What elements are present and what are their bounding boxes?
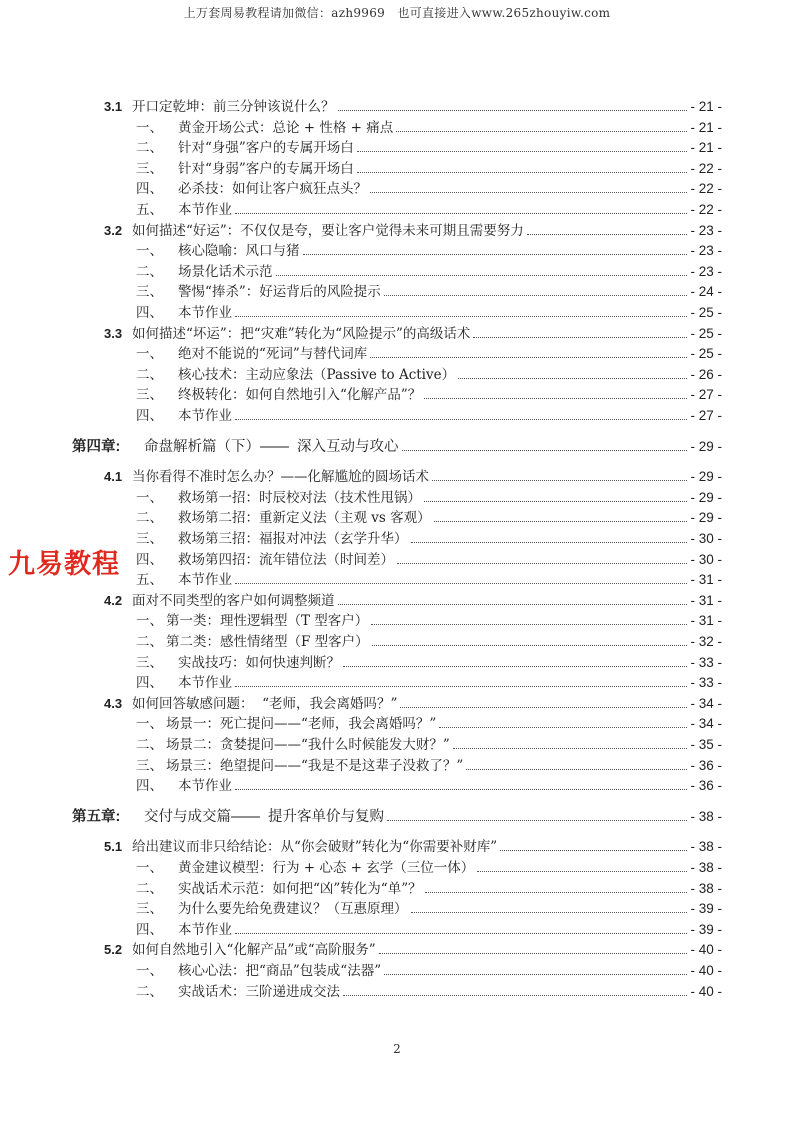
toc-entry[interactable] <box>136 177 722 197</box>
toc-entry-page: - 40 - <box>690 963 722 978</box>
toc-entry-number: 二、 <box>136 737 163 753</box>
dot-leader <box>343 995 687 996</box>
toc-entry-title: 本节作业 <box>178 921 232 938</box>
dot-leader <box>425 892 688 893</box>
toc-entry-page: - 36 - <box>690 757 722 773</box>
dot-leader <box>424 398 687 399</box>
toc-entry-title: 本节作业 <box>178 572 232 589</box>
toc-entry[interactable] <box>104 835 722 855</box>
toc-entry-title: 终极转化：如何自然地引入“化解产品”？ <box>178 387 422 404</box>
toc-entry-title: 黄金建议模型：行为 + 心态 + 玄学（三位一体） <box>178 860 475 876</box>
toc-entry-page: - 31 - <box>690 592 722 608</box>
toc-entry-title: 救场第三招：福报对冲法（玄学升华） <box>178 531 408 547</box>
dot-leader <box>370 192 687 193</box>
toc-entry-title: 救场第二招：重新定义法（主观 vs 客观） <box>178 510 431 527</box>
toc-entry[interactable] <box>136 260 722 280</box>
dot-leader <box>434 521 688 522</box>
toc-entry-number: 第五章: <box>72 808 121 825</box>
dot-leader <box>466 769 687 770</box>
toc-entry-number: 一、 <box>136 489 163 506</box>
watermark-logo: 九易教程 <box>8 549 120 580</box>
toc-entry[interactable] <box>136 671 722 691</box>
toc-entry-title: 场景三：绝望提问——“我是不是这辈子没救了？” <box>166 757 464 774</box>
toc-entry-page: - 31 - <box>690 613 722 629</box>
toc-entry-title: 本节作业 <box>178 778 232 795</box>
toc-entry-title: 交付与成交篇—— 提升客单价与复购 <box>144 808 385 825</box>
toc-entry-number: 3.1 <box>104 99 123 114</box>
dot-leader <box>500 850 687 851</box>
toc-entry[interactable] <box>136 301 722 321</box>
toc-entry-title: 必杀技：如何让客户疯狂点头？ <box>178 181 367 198</box>
toc-entry[interactable] <box>136 280 722 300</box>
toc-entry-number: 5.2 <box>104 942 123 958</box>
toc-entry-page: - 29 - <box>690 510 722 526</box>
toc-entry-title: 如何描述“坏运”：把“灾难”转化为“风险提示”的高级话术 <box>132 325 471 342</box>
toc-entry-number: 三、 <box>136 387 163 404</box>
toc-entry-page: - 35 - <box>690 737 722 752</box>
toc-entry-title: 为什么要先给免费建议？（互惠原理） <box>178 901 408 918</box>
toc-entry-number: 五、 <box>136 572 163 589</box>
toc-entry-number: 4.1 <box>104 469 123 485</box>
toc-entry-number: 三、 <box>136 160 163 177</box>
toc-entry-title: 命盘解析篇（下）—— 深入互动与攻心 <box>144 438 399 455</box>
toc-entry-page: - 32 - <box>690 634 722 649</box>
dot-leader <box>235 316 687 317</box>
toc-entry-title: 第二类：感性情绪型（F 型客户） <box>166 634 369 650</box>
toc-entry-number: 二、 <box>136 983 163 1000</box>
dot-leader <box>402 450 688 451</box>
toc-entry-page: - 38 - <box>690 880 722 896</box>
toc-entry[interactable] <box>136 198 722 218</box>
dot-leader <box>424 501 687 502</box>
toc-entry-page: - 38 - <box>690 839 722 855</box>
toc-entry-page: - 25 - <box>690 346 722 362</box>
toc-entry-page: - 29 - <box>690 438 722 454</box>
toc-entry-page: - 34 - <box>690 716 722 732</box>
dot-leader <box>371 624 687 625</box>
toc-entry-page: - 36 - <box>690 778 722 794</box>
toc-entry-page: - 21 - <box>690 99 722 114</box>
toc-entry-page: - 33 - <box>690 654 722 670</box>
dot-leader <box>235 686 687 687</box>
toc-entry-page: - 22 - <box>690 202 722 217</box>
dot-leader <box>338 110 688 111</box>
dot-leader <box>379 953 688 954</box>
toc-entry-number: 一、 <box>136 716 163 733</box>
toc-entry[interactable] <box>136 383 722 403</box>
toc-entry-number: 三、 <box>136 531 163 547</box>
toc-entry[interactable] <box>136 609 722 629</box>
toc-entry-page: - 33 - <box>690 675 722 691</box>
toc-entry-page: - 34 - <box>690 695 722 711</box>
dot-leader <box>384 295 688 296</box>
toc-entry-number: 3.2 <box>104 222 123 238</box>
toc-entry[interactable] <box>104 692 722 712</box>
toc-entry-page: - 31 - <box>690 572 722 588</box>
toc-entry[interactable] <box>136 651 722 671</box>
toc-entry[interactable] <box>136 754 722 774</box>
toc-entry-title: 场景化话术示范 <box>178 263 273 280</box>
toc-entry[interactable] <box>136 918 722 938</box>
dot-leader <box>235 583 687 584</box>
dot-leader <box>477 871 687 872</box>
toc-entry-number: 四、 <box>136 921 163 938</box>
toc-entry-page: - 38 - <box>690 860 722 875</box>
toc-entry-page: - 23 - <box>690 243 722 259</box>
toc-entry[interactable] <box>136 239 722 259</box>
toc-entry-title: 黄金开场公式：总论 + 性格 + 痛点 <box>178 119 394 136</box>
toc-entry-title: 如何自然地引入“化解产品”或“高阶服务” <box>132 942 376 959</box>
dot-leader <box>235 789 687 790</box>
dot-leader <box>397 563 687 564</box>
toc-entry-page: - 30 - <box>690 531 722 546</box>
toc-entry-number: 4.2 <box>104 592 123 608</box>
toc-entry-title: 当你看得不准时怎么办？——化解尴尬的圆场话术 <box>132 469 429 486</box>
toc-entry-number: 四、 <box>136 551 163 568</box>
dot-leader <box>527 234 688 235</box>
toc-entry[interactable] <box>104 219 722 239</box>
toc-entry-title: 救场第四招：流年错位法（时间差） <box>178 551 394 568</box>
toc-entry-title: 救场第一招：时辰校对法（技术性甩锅） <box>178 489 421 506</box>
toc-entry-number: 四、 <box>136 408 163 424</box>
dot-leader <box>372 645 688 646</box>
toc-entry[interactable] <box>136 856 722 876</box>
dot-leader <box>411 912 688 913</box>
dot-leader <box>357 151 688 152</box>
toc-entry-title: 核心心法：把“商品”包装成“法器” <box>178 963 382 979</box>
toc-entry[interactable] <box>136 774 722 794</box>
toc-entry-page: - 24 - <box>690 284 722 300</box>
dot-leader <box>384 974 687 975</box>
toc-entry-number: 一、 <box>136 243 163 260</box>
toc-entry[interactable] <box>136 568 722 588</box>
toc-entry-number: 三、 <box>136 284 163 301</box>
dot-leader <box>343 666 687 667</box>
dot-leader <box>387 820 687 821</box>
toc-entry-number: 一、 <box>136 346 163 363</box>
toc-entry-page: - 39 - <box>690 901 722 917</box>
toc-entry-title: 实战话术：三阶递进成交法 <box>178 983 340 1000</box>
dot-leader <box>357 172 688 173</box>
toc-entry-page: - 40 - <box>690 983 722 999</box>
toc-entry-title: 如何回答敏感问题： “老师，我会离婚吗？” <box>132 695 398 712</box>
toc-entry-title: 本节作业 <box>178 408 232 424</box>
toc-entry-number: 5.1 <box>104 839 123 855</box>
toc-entry-title: 面对不同类型的客户如何调整频道 <box>132 592 335 609</box>
toc-entry[interactable] <box>72 805 722 825</box>
toc-entry-number: 四、 <box>136 778 163 795</box>
toc-entry-title: 针对“身弱”客户的专属开场白 <box>178 160 354 177</box>
toc-entry-number: 二、 <box>136 510 163 527</box>
toc-entry-number: 二、 <box>136 366 163 383</box>
toc-entry-page: - 25 - <box>690 305 722 320</box>
toc-entry[interactable] <box>104 465 722 485</box>
toc-entry-title: 本节作业 <box>178 202 232 218</box>
toc-entry[interactable] <box>136 116 722 136</box>
toc-entry-page: - 29 - <box>690 469 722 485</box>
toc-entry[interactable] <box>104 589 722 609</box>
dot-leader <box>235 213 687 214</box>
toc-entry-number: 四、 <box>136 305 163 321</box>
toc-entry-title: 实战话术示范：如何把“凶”转化为“单”？ <box>178 880 422 897</box>
toc-entry-page: - 39 - <box>690 921 722 937</box>
toc-entry[interactable] <box>104 95 722 115</box>
toc-entry-title: 核心技术：主动应象法（Passive to Active） <box>178 366 456 383</box>
toc-entry-page: - 38 - <box>690 808 722 824</box>
toc-entry-title: 针对“身强”客户的专属开场白 <box>178 140 354 157</box>
toc-entry[interactable] <box>136 342 722 362</box>
toc-entry-number: 一、 <box>136 613 163 630</box>
toc-entry[interactable] <box>136 486 722 506</box>
toc-entry-page: - 27 - <box>690 387 722 403</box>
toc-entry[interactable] <box>136 712 722 732</box>
dot-leader <box>453 748 688 749</box>
dot-leader <box>411 542 688 543</box>
toc-entry[interactable] <box>104 322 722 342</box>
toc-entry-page: - 21 - <box>690 119 722 135</box>
toc-entry[interactable] <box>136 548 722 568</box>
toc-entry[interactable] <box>136 136 722 156</box>
toc-entry-number: 一、 <box>136 860 163 876</box>
toc-entry-page: - 29 - <box>690 489 722 505</box>
toc-entry-number: 三、 <box>136 654 163 671</box>
toc-entry-page: - 22 - <box>690 160 722 176</box>
toc-entry[interactable] <box>72 435 722 455</box>
toc-entry[interactable] <box>136 506 722 526</box>
toc-entry[interactable] <box>136 630 722 650</box>
toc-entry-title: 第一类：理性逻辑型（T 型客户） <box>166 613 369 630</box>
toc-entry-page: - 23 - <box>690 263 722 279</box>
toc-entry[interactable] <box>136 527 722 547</box>
toc-entry-number: 4.3 <box>104 695 123 711</box>
toc-entry-number: 第四章: <box>72 438 121 455</box>
dot-leader <box>473 337 687 338</box>
toc-entry-number: 3.3 <box>104 325 123 341</box>
toc-entry-title: 本节作业 <box>178 675 232 692</box>
toc-entry[interactable] <box>136 980 722 1000</box>
toc-entry[interactable] <box>104 938 722 958</box>
dot-leader <box>303 254 688 255</box>
toc-entry-title: 实战技巧：如何快速判断？ <box>178 654 340 671</box>
toc-entry-title: 场景一：死亡提问——“老师，我会离婚吗？” <box>166 716 437 733</box>
toc-entry[interactable] <box>136 157 722 177</box>
toc-entry-number: 四、 <box>136 181 163 198</box>
toc-entry[interactable] <box>136 877 722 897</box>
toc-entry[interactable] <box>136 404 722 424</box>
toc-entry-number: 三、 <box>136 901 163 918</box>
toc-entry-number: 二、 <box>136 880 163 897</box>
toc-entry[interactable] <box>136 733 722 753</box>
dot-leader <box>432 480 687 481</box>
toc-entry[interactable] <box>136 959 722 979</box>
toc-entry-number: 二、 <box>136 263 163 280</box>
page-number: 2 <box>393 1042 401 1056</box>
toc-entry-page: - 23 - <box>690 222 722 238</box>
toc-entry-page: - 26 - <box>690 366 722 382</box>
toc-entry-title: 给出建议而非只给结论：从“你会破财”转化为“你需要补财库” <box>132 839 498 856</box>
toc-entry-page: - 40 - <box>690 942 722 958</box>
toc-entry-page: - 21 - <box>690 140 722 156</box>
dot-leader <box>235 419 687 420</box>
toc-entry-page: - 22 - <box>690 181 722 197</box>
toc-entry[interactable] <box>136 363 722 383</box>
toc-entry-number: 三、 <box>136 757 163 774</box>
dot-leader <box>276 275 688 276</box>
toc-entry-number: 二、 <box>136 140 163 157</box>
toc-entry-number: 五、 <box>136 202 163 218</box>
toc-entry-title: 场景二：贪婪提问——“我什么时候能发大财？” <box>166 737 450 753</box>
dot-leader <box>458 378 687 379</box>
toc-entry-title: 开口定乾坤：前三分钟该说什么？ <box>132 99 335 115</box>
toc-entry-number: 一、 <box>136 119 163 136</box>
toc-entry-number: 二、 <box>136 634 163 650</box>
toc-entry-page: - 30 - <box>690 551 722 567</box>
toc-entry-page: - 25 - <box>690 325 722 341</box>
toc-entry-title: 绝对不能说的“死词”与替代词库 <box>178 346 368 363</box>
page-header: 上万套周易教程请加微信：azh9969 也可直接进入www.265zhouyiw.com <box>183 6 611 20</box>
toc-entry-number: 四、 <box>136 675 163 692</box>
toc-entry-title: 警惕“捧杀”：好运背后的风险提示 <box>178 284 381 301</box>
dot-leader <box>400 707 687 708</box>
dot-leader <box>235 933 687 934</box>
dot-leader <box>396 131 687 132</box>
toc-entry-title: 本节作业 <box>178 305 232 321</box>
dot-leader <box>439 727 687 728</box>
dot-leader <box>338 604 688 605</box>
dot-leader <box>370 357 687 358</box>
toc-entry-title: 核心隐喻：风口与猪 <box>178 243 300 260</box>
toc-entry-page: - 27 - <box>690 408 722 423</box>
toc-entry-title: 如何描述“好运”：不仅仅是夸，要让客户觉得未来可期且需要努力 <box>132 222 524 239</box>
toc-entry-number: 一、 <box>136 963 163 979</box>
toc-entry[interactable] <box>136 897 722 917</box>
